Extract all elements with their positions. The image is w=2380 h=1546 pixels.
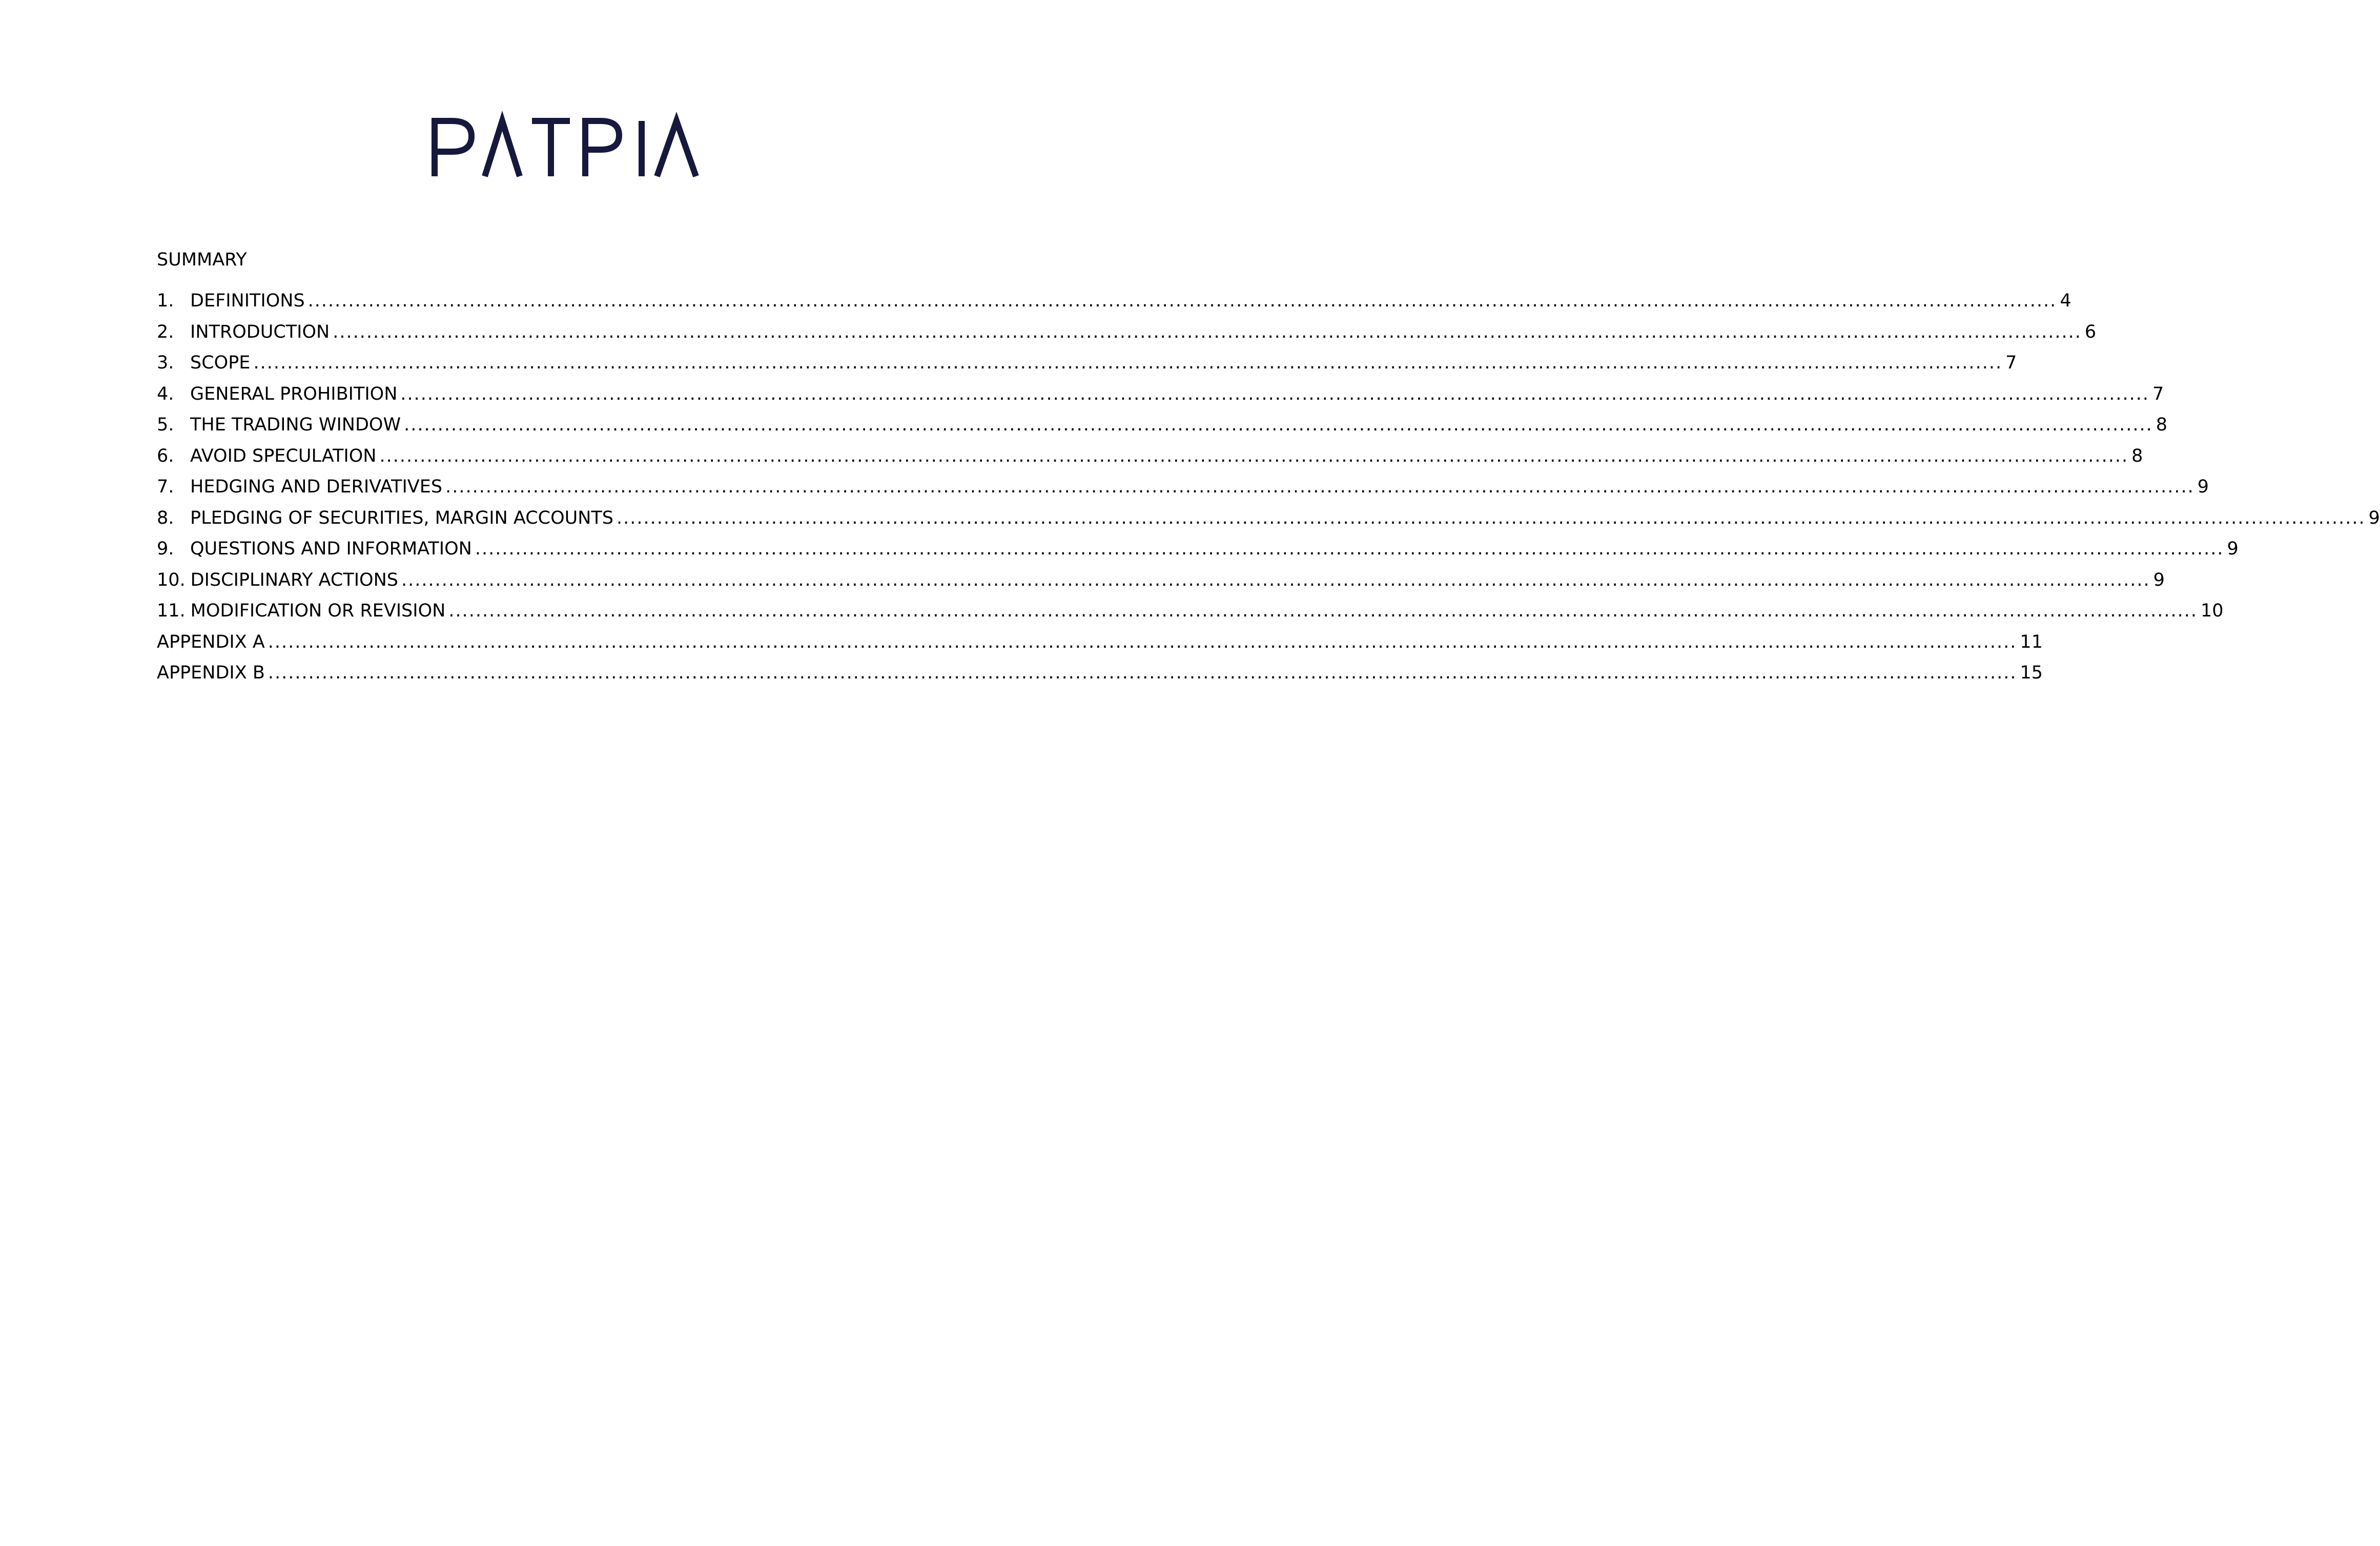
toc-entry-title: APPENDIX B — [157, 663, 265, 683]
toc-entry-number: 9. — [157, 539, 174, 559]
toc-entry-page-number: 11 — [2020, 631, 2043, 652]
toc-entry-page-number: 10 — [2200, 601, 2224, 621]
toc-dot-leader: .................................................................................................................................................................................................................................................................... — [448, 601, 2198, 621]
toc-entry-page-number: 6 — [2084, 321, 2097, 342]
toc-entry[interactable] — [157, 352, 2017, 383]
toc-entry-page-number: 4 — [2060, 291, 2071, 311]
toc-entry[interactable] — [157, 383, 2164, 414]
toc-entry-title: PLEDGING OF SECURITIES, MARGIN ACCOUNTS — [190, 507, 614, 528]
toc-dot-leader: .................................................................................................................................................................................................................................................................... — [475, 539, 2224, 559]
table-of-contents — [157, 249, 2380, 693]
toc-entry-page-number: 7 — [2152, 383, 2164, 404]
toc-entry-number: 5. — [157, 415, 174, 435]
toc-entry-title: INTRODUCTION — [190, 321, 330, 342]
toc-entry-number: 2. — [157, 321, 174, 342]
toc-entry-page-number: 9 — [2368, 507, 2380, 528]
toc-entry[interactable] — [157, 569, 2165, 600]
toc-entry-page-number: 9 — [2227, 539, 2239, 559]
toc-entry-title: HEDGING AND DERIVATIVES — [190, 477, 443, 497]
toc-dot-leader: .................................................................................................................................................................................................................................................................... — [333, 321, 2082, 342]
toc-entry[interactable] — [157, 538, 2239, 569]
toc-entry[interactable] — [157, 414, 2168, 445]
patria-logo — [432, 119, 712, 176]
toc-dot-leader: .................................................................................................................................................................................................................................................................... — [445, 477, 2194, 497]
toc-dot-leader: .................................................................................................................................................................................................................................................................... — [404, 415, 2153, 435]
toc-entry-title: SCOPE — [190, 353, 251, 373]
toc-entry-page-number: 15 — [2020, 663, 2043, 683]
toc-dot-leader: .................................................................................................................................................................................................................................................................... — [268, 663, 2017, 683]
toc-dot-leader: .................................................................................................................................................................................................................................................................... — [253, 353, 2003, 373]
toc-entry-number: 8. — [157, 507, 174, 528]
toc-entry[interactable] — [157, 507, 2380, 538]
toc-entry[interactable] — [157, 600, 2224, 631]
toc-entry[interactable] — [157, 476, 2209, 507]
toc-entry-number: 11. — [157, 601, 186, 621]
toc-entry-number: 4. — [157, 383, 174, 404]
toc-dot-leader: .................................................................................................................................................................................................................................................................... — [307, 291, 2057, 311]
toc-entry-number: 10. — [157, 569, 186, 590]
toc-entry-page-number: 8 — [2156, 415, 2168, 435]
toc-dot-leader: .................................................................................................................................................................................................................................................................... — [401, 569, 2150, 590]
toc-entry-page-number: 9 — [2197, 477, 2209, 497]
toc-entry-title: GENERAL PROHIBITION — [190, 383, 398, 404]
toc-entry[interactable] — [157, 321, 2097, 352]
toc-dot-leader: .................................................................................................................................................................................................................................................................... — [379, 445, 2129, 466]
toc-entry[interactable] — [157, 445, 2143, 476]
toc-entry-title: QUESTIONS AND INFORMATION — [190, 539, 472, 559]
toc-entry[interactable] — [157, 662, 2043, 693]
toc-entry-page-number: 7 — [2005, 353, 2017, 373]
toc-entry-title: DISCIPLINARY ACTIONS — [190, 569, 398, 590]
toc-list — [157, 290, 2380, 693]
toc-entry[interactable] — [157, 290, 2071, 321]
toc-dot-leader: .................................................................................................................................................................................................................................................................... — [400, 383, 2150, 404]
toc-entry-title: DEFINITIONS — [190, 291, 305, 311]
toc-entry-number: 6. — [157, 445, 174, 466]
toc-entry-page-number: 8 — [2131, 445, 2143, 466]
toc-entry-page-number: 9 — [2153, 569, 2165, 590]
toc-entry-number: 1. — [157, 291, 174, 311]
toc-heading: SUMMARY — [157, 250, 247, 270]
toc-entry-number: 3. — [157, 353, 174, 373]
toc-entry[interactable] — [157, 631, 2043, 662]
toc-entry-title: AVOID SPECULATION — [190, 445, 377, 466]
toc-dot-leader: .................................................................................................................................................................................................................................................................... — [268, 631, 2017, 652]
toc-entry-title: THE TRADING WINDOW — [190, 415, 401, 435]
toc-entry-number: 7. — [157, 477, 174, 497]
toc-entry-title: APPENDIX A — [157, 631, 265, 652]
toc-dot-leader: .................................................................................................................................................................................................................................................................... — [617, 507, 2366, 528]
toc-entry-title: MODIFICATION OR REVISION — [190, 601, 446, 621]
